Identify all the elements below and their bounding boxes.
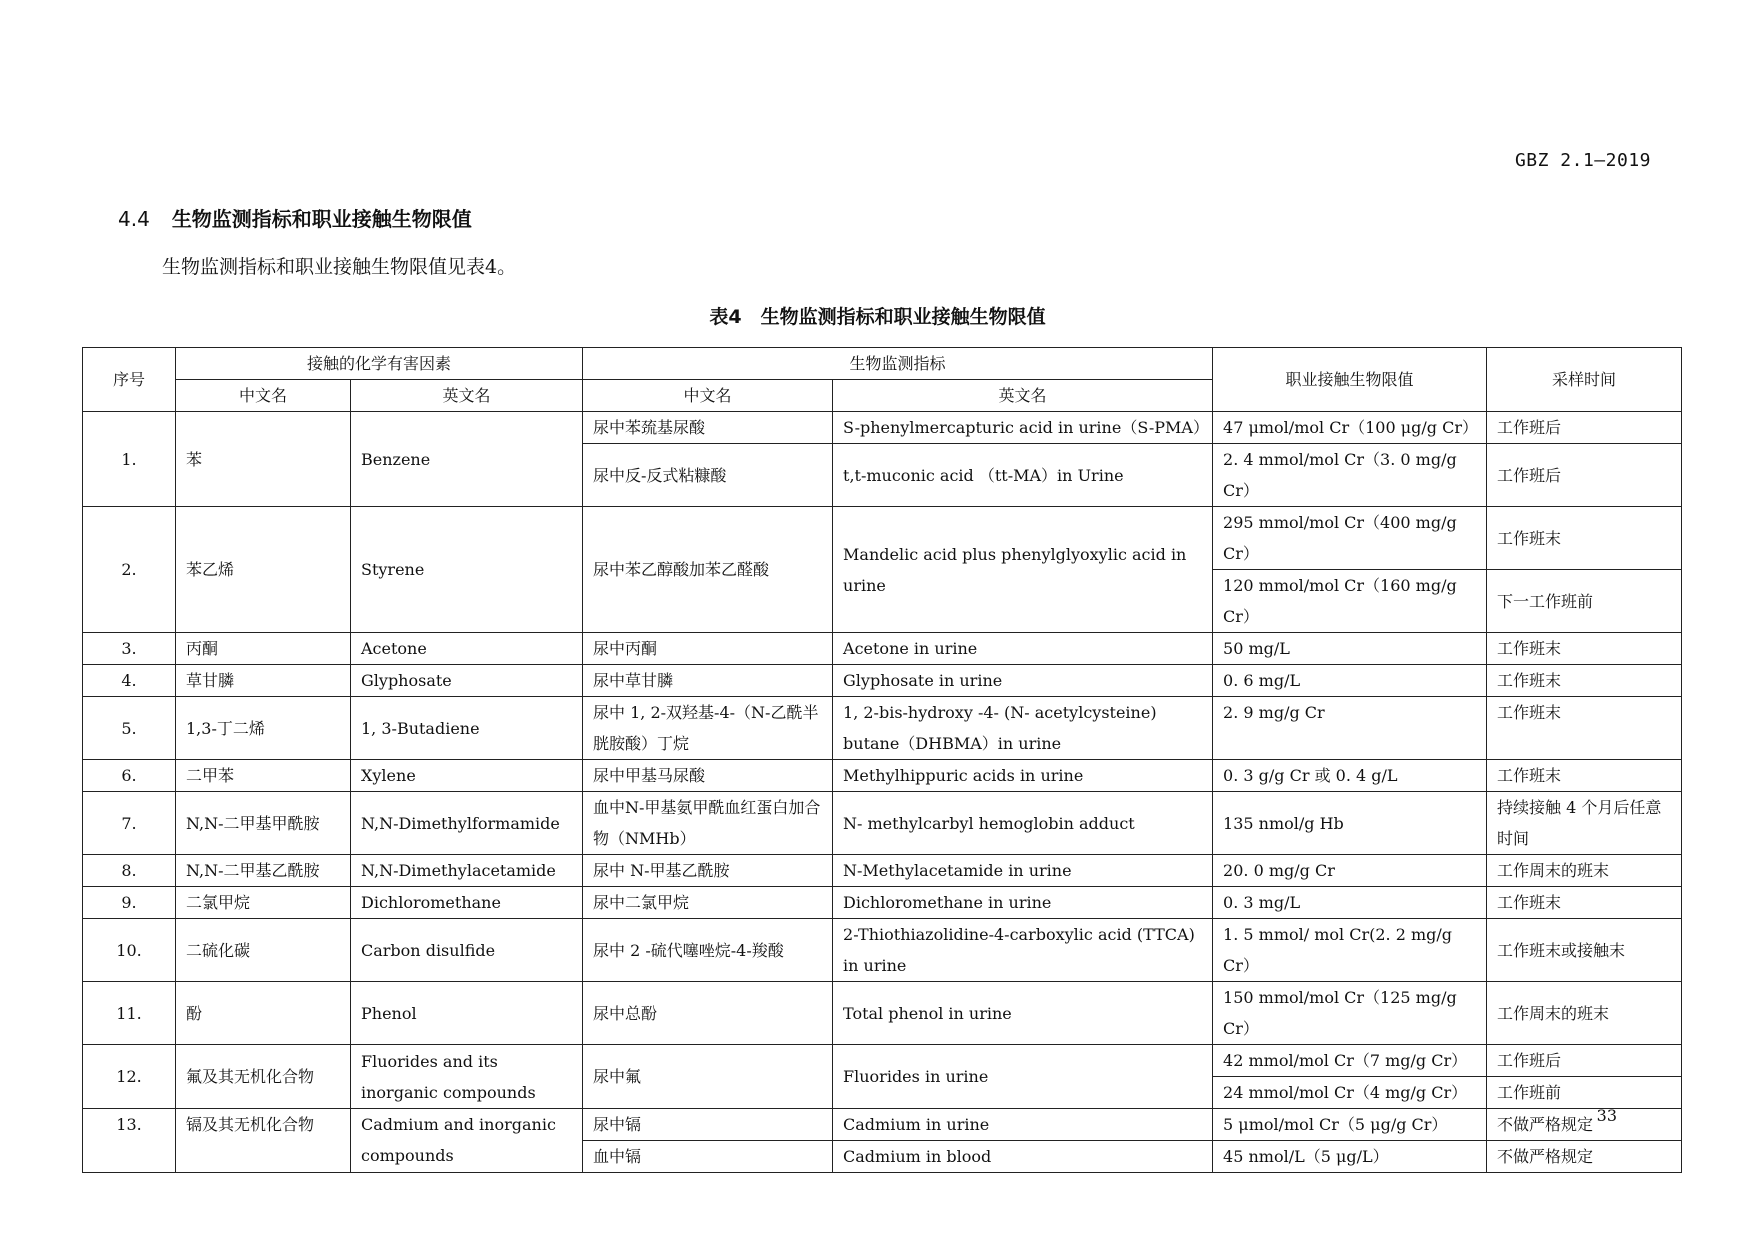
sampling-time: 不做严格规定 [1487,1109,1682,1141]
table-row [83,887,1682,919]
marker-cn: 尿中草甘膦 [583,665,833,697]
limit-value: 24 mmol/mol Cr（4 mg/g Cr） [1213,1077,1487,1109]
row-seq: 2. [83,507,176,633]
row-seq: 3. [83,633,176,665]
limit-value: 50 mg/L [1213,633,1487,665]
chemical-en: Styrene [351,507,583,633]
chemical-en: N,N-Dimethylacetamide [351,855,583,887]
chemical-en: Benzene [351,412,583,507]
marker-cn: 尿中 1, 2-双羟基-4-（N-乙酰半胱胺酸）丁烷 [583,697,833,760]
table-row [83,1045,1682,1077]
limit-value: 135 nmol/g Hb [1213,792,1487,855]
chemical-cn: 苯 [176,412,351,507]
marker-en: 2-Thiothiazolidine-4-carboxylic acid (TTCA) in urine [833,919,1213,982]
sampling-time: 工作班末 [1487,633,1682,665]
chemical-cn: 丙酮 [176,633,351,665]
table-row [83,665,1682,697]
marker-cn: 尿中 N-甲基乙酰胺 [583,855,833,887]
marker-cn: 尿中甲基马尿酸 [583,760,833,792]
marker-en: Fluorides in urine [833,1045,1213,1109]
chemical-cn: N,N-二甲基乙酰胺 [176,855,351,887]
row-seq: 4. [83,665,176,697]
marker-cn: 尿中镉 [583,1109,833,1141]
table-row [83,633,1682,665]
limit-value: 295 mmol/mol Cr（400 mg/g Cr） [1213,507,1487,570]
chemical-cn: 二硫化碳 [176,919,351,982]
sampling-time: 工作班后 [1487,444,1682,507]
limit-value: 5 μmol/mol Cr（5 μg/g Cr） [1213,1109,1487,1141]
sampling-time: 不做严格规定 [1487,1141,1682,1173]
sampling-time: 工作班末 [1487,887,1682,919]
row-seq: 10. [83,919,176,982]
chemical-en: N,N-Dimethylformamide [351,792,583,855]
table-caption: 表4 生物监测指标和职业接触生物限值 [709,306,1046,328]
chemical-en: Glyphosate [351,665,583,697]
chemical-en: Phenol [351,982,583,1045]
chemical-cn: 酚 [176,982,351,1045]
section-heading [118,203,472,232]
marker-en: Total phenol in urine [833,982,1213,1045]
chemical-cn: 二氯甲烷 [176,887,351,919]
sampling-time: 工作班末或接触末 [1487,919,1682,982]
limit-value: 47 μmol/mol Cr（100 μg/g Cr） [1213,412,1487,444]
row-seq: 11. [83,982,176,1045]
marker-cn: 血中N-甲基氨甲酰血红蛋白加合物（NMHb） [583,792,833,855]
limit-value: 0. 3 mg/L [1213,887,1487,919]
marker-cn: 尿中丙酮 [583,633,833,665]
chemical-en: Dichloromethane [351,887,583,919]
sampling-time: 下一工作班前 [1487,570,1682,633]
header-limit: 职业接触生物限值 [1213,348,1487,412]
table-row [83,412,1682,444]
marker-cn: 尿中反-反式粘糠酸 [583,444,833,507]
header-marker-en: 英文名 [833,380,1213,412]
chemical-en: Fluorides and its inorganic compounds [351,1045,583,1109]
chemical-en: Carbon disulfide [351,919,583,982]
sampling-time: 工作周末的班末 [1487,855,1682,887]
marker-cn: 尿中总酚 [583,982,833,1045]
row-seq: 6. [83,760,176,792]
row-seq: 9. [83,887,176,919]
row-seq: 5. [83,697,176,760]
header-chem-en: 英文名 [351,380,583,412]
table-row [83,1109,1682,1141]
row-seq: 12. [83,1045,176,1109]
chemical-cn: 氟及其无机化合物 [176,1045,351,1109]
marker-cn: 尿中苯巯基尿酸 [583,412,833,444]
row-seq: 7. [83,792,176,855]
limit-value: 42 mmol/mol Cr（7 mg/g Cr） [1213,1045,1487,1077]
marker-cn: 尿中氟 [583,1045,833,1109]
intro-paragraph: 生物监测指标和职业接触生物限值见表4。 [162,256,517,278]
chemical-cn: 镉及其无机化合物 [176,1109,351,1173]
marker-cn: 血中镉 [583,1141,833,1173]
page-number: 33 [1596,1106,1617,1125]
sampling-time: 工作班前 [1487,1077,1682,1109]
row-seq: 8. [83,855,176,887]
header-chem-cn: 中文名 [176,380,351,412]
marker-en: Cadmium in blood [833,1141,1213,1173]
marker-en: N-Methylacetamide in urine [833,855,1213,887]
row-seq: 13. [83,1109,176,1173]
marker-cn: 尿中二氯甲烷 [583,887,833,919]
marker-en: Dichloromethane in urine [833,887,1213,919]
table-row [83,760,1682,792]
doc-code: GBZ 2.1—2019 [1514,150,1651,171]
table-row [83,919,1682,982]
chemical-en: Acetone [351,633,583,665]
sampling-time: 持续接触 4 个月后任意时间 [1487,792,1682,855]
biomonitoring-table [82,347,1682,1173]
chemical-cn: N,N-二甲基甲酰胺 [176,792,351,855]
limit-value: 0. 6 mg/L [1213,665,1487,697]
chemical-cn: 草甘膦 [176,665,351,697]
marker-en: Acetone in urine [833,633,1213,665]
sampling-time: 工作班末 [1487,665,1682,697]
chemical-en: 1, 3-Butadiene [351,697,583,760]
table-row [83,697,1682,760]
header-sampling: 采样时间 [1487,348,1682,412]
marker-en: Methylhippuric acids in urine [833,760,1213,792]
marker-en: t,t-muconic acid （tt-MA）in Urine [833,444,1213,507]
limit-value: 45 nmol/L（5 μg/L） [1213,1141,1487,1173]
chemical-en: Cadmium and inorganic compounds [351,1109,583,1173]
section-title: 生物监测指标和职业接触生物限值 [171,207,472,231]
header-chemical-group: 接触的化学有害因素 [176,348,583,380]
marker-en: S-phenylmercapturic acid in urine（S-PMA） [833,412,1213,444]
chemical-cn: 苯乙烯 [176,507,351,633]
sampling-time: 工作班末 [1487,760,1682,792]
sampling-time: 工作班末 [1487,507,1682,570]
limit-value: 2. 4 mmol/mol Cr（3. 0 mg/g Cr） [1213,444,1487,507]
limit-value: 0. 3 g/g Cr 或 0. 4 g/L [1213,760,1487,792]
limit-value: 1. 5 mmol/ mol Cr(2. 2 mg/g Cr） [1213,919,1487,982]
marker-en: Mandelic acid plus phenylglyoxylic acid in urine [833,507,1213,633]
limit-value: 2. 9 mg/g Cr [1213,697,1487,760]
sampling-time: 工作班后 [1487,1045,1682,1077]
table-row [83,982,1682,1045]
marker-en: 1, 2-bis-hydroxy -4- (N- acetylcysteine) butane（DHBMA）in urine [833,697,1213,760]
header-biomarker-group: 生物监测指标 [583,348,1213,380]
limit-value: 150 mmol/mol Cr（125 mg/g Cr） [1213,982,1487,1045]
header-row [83,348,1682,380]
header-marker-cn: 中文名 [583,380,833,412]
marker-en: Glyphosate in urine [833,665,1213,697]
marker-en: Cadmium in urine [833,1109,1213,1141]
row-seq: 1. [83,412,176,507]
table-row [83,507,1682,570]
chemical-cn: 1,3-丁二烯 [176,697,351,760]
sampling-time: 工作班后 [1487,412,1682,444]
sampling-time: 工作班末 [1487,697,1682,760]
chemical-en: Xylene [351,760,583,792]
section-number: 4.4 [118,207,150,231]
marker-cn: 尿中 2 -硫代噻唑烷-4-羧酸 [583,919,833,982]
table-row [83,855,1682,887]
limit-value: 20. 0 mg/g Cr [1213,855,1487,887]
limit-value: 120 mmol/mol Cr（160 mg/g Cr） [1213,570,1487,633]
sampling-time: 工作周末的班末 [1487,982,1682,1045]
marker-en: N- methylcarbyl hemoglobin adduct [833,792,1213,855]
chemical-cn: 二甲苯 [176,760,351,792]
table-row [83,792,1682,855]
header-seq: 序号 [83,348,176,412]
marker-cn: 尿中苯乙醇酸加苯乙醛酸 [583,507,833,633]
